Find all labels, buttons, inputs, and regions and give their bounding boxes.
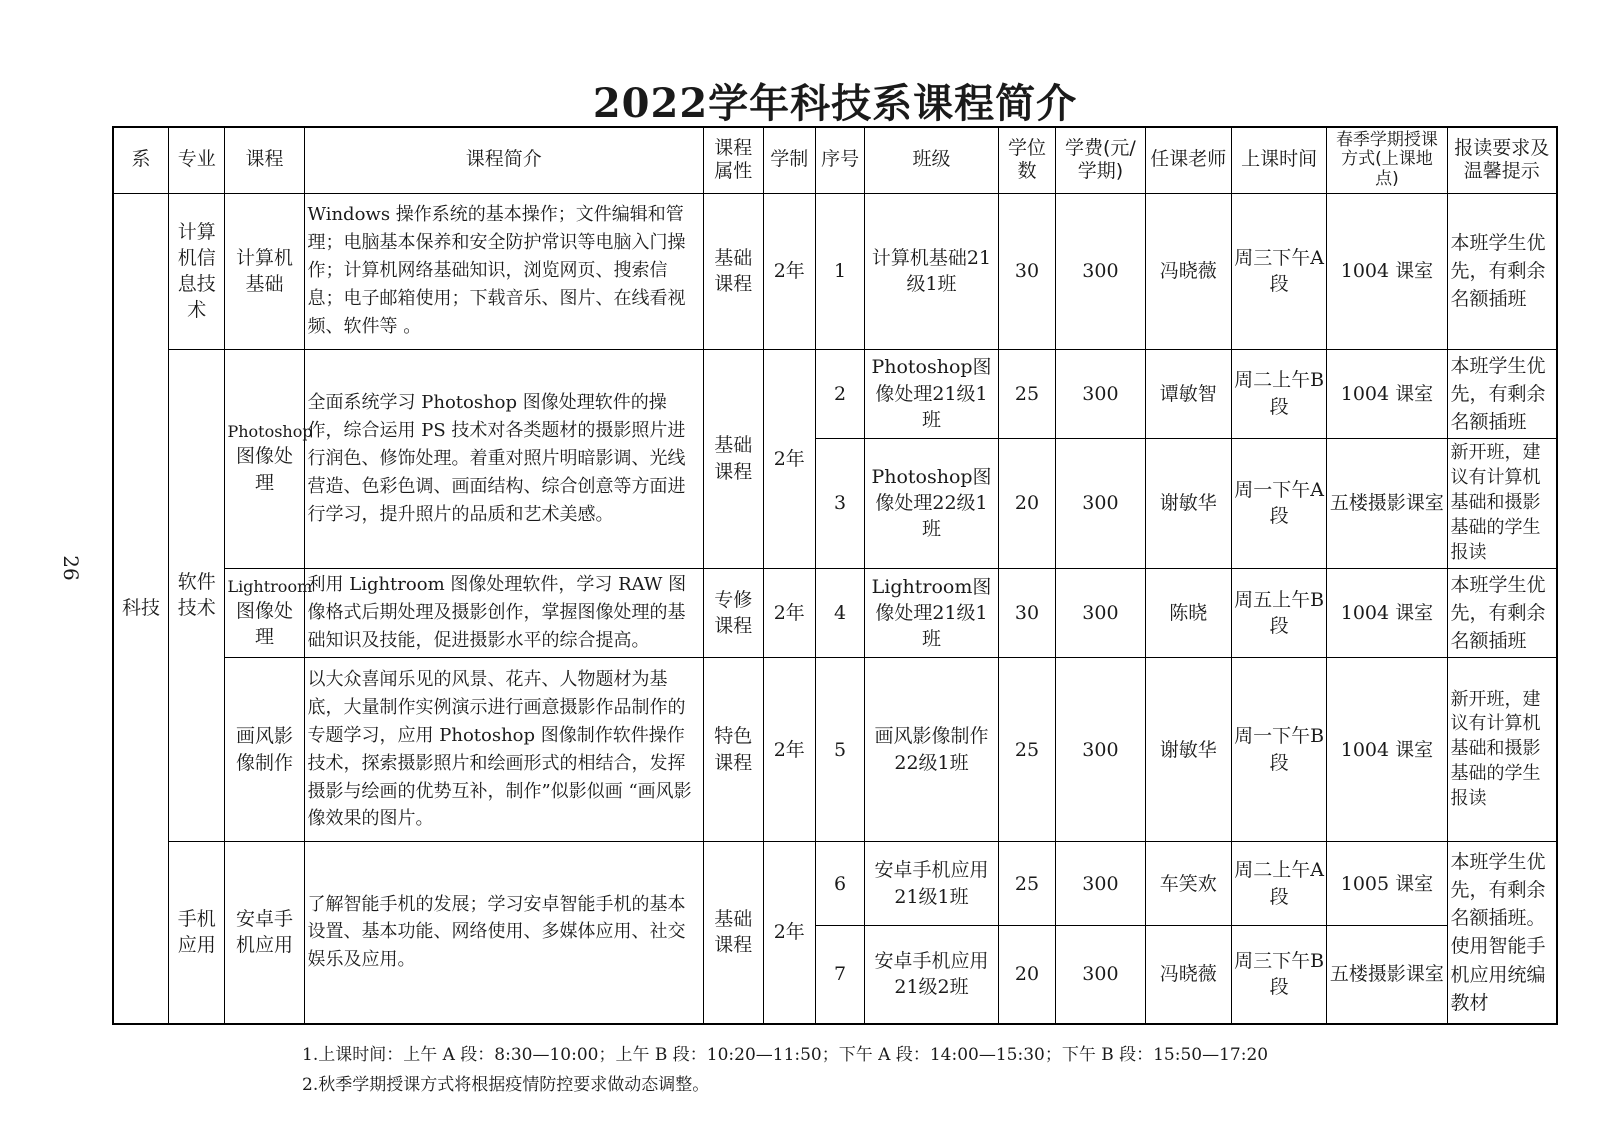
- seats-cell: 20: [998, 926, 1056, 1024]
- course-name-cell: 画风影像制作: [225, 658, 304, 842]
- header-fee: 学费(元/学期): [1056, 127, 1145, 193]
- header-course: 课程: [225, 127, 304, 193]
- time-cell: 周二上午B段: [1231, 349, 1327, 438]
- course-intro-cell: Windows 操作系统的基本操作；文件编辑和管理；电脑基本保养和安全防护常识等电脑入门操作；计算机网络基础知识，浏览网页、搜索信息；电子邮箱使用；下载音乐、图片、在线看视频、软件等 。: [304, 193, 704, 349]
- course-attr-cell: 基础课程: [704, 842, 764, 1024]
- header-seq: 序号: [815, 127, 864, 193]
- course-name-cell: [225, 568, 313, 657]
- class-cell: 安卓手机应用21级1班: [865, 842, 999, 926]
- major-cell: 手机应用: [168, 842, 224, 1024]
- course-attr-cell: 特色课程: [704, 658, 764, 842]
- time-cell: 周一下午B段: [1231, 658, 1327, 842]
- teacher-cell: 谢敏华: [1145, 438, 1231, 568]
- course-intro-cell: 全面系统学习 Photoshop 图像处理软件的操作，综合运用 PS 技术对各类题材的摄影照片进行润色、修饰处理。着重对照片明暗影调、光线营造、色彩色调、画面结构、综合创意等方面进行学习，提升照片的品质和艺术美感。: [304, 349, 704, 568]
- table-row: [113, 193, 1557, 349]
- course-name-en: Photoshop: [227, 422, 313, 442]
- mode-cell: 1004 课室: [1327, 193, 1447, 349]
- seq-cell: 1: [815, 193, 864, 349]
- table-row: [113, 842, 1557, 926]
- course-intro-cell: 以大众喜闻乐见的风景、花卉、人物题材为基底，大量制作实例演示进行画意摄影作品制作的专题学习，应用 Photoshop 图像制作软件操作技术，探索摄影照片和绘画形式的相结合，发挥摄影与绘画的优势互补，制作”似影似画 “画风影像效果的图片。: [304, 658, 704, 842]
- seats-cell: 25: [998, 349, 1056, 438]
- req-cell: 本班学生优先，有剩余名额插班: [1447, 349, 1557, 438]
- mode-cell: 五楼摄影课室: [1327, 926, 1447, 1024]
- header-teacher: 任课老师: [1145, 127, 1231, 193]
- fee-cell: 300: [1056, 193, 1145, 349]
- duration-cell: 2年: [763, 349, 815, 568]
- class-cell: 计算机基础21级1班: [865, 193, 999, 349]
- header-class: 班级: [865, 127, 999, 193]
- header-duration: 学制: [763, 127, 815, 193]
- mode-cell: 五楼摄影课室: [1327, 438, 1447, 568]
- duration-cell: 2年: [763, 568, 815, 657]
- course-attr-cell: 专修课程: [704, 568, 764, 657]
- table-row: [113, 349, 1557, 438]
- time-cell: 周一下午A段: [1231, 438, 1327, 568]
- teacher-cell: 冯晓薇: [1145, 193, 1231, 349]
- time-cell: 周三下午A段: [1231, 193, 1327, 349]
- seq-cell: 5: [815, 658, 864, 842]
- time-cell: 周五上午B段: [1231, 568, 1327, 657]
- course-name-cn: 图像处理: [235, 599, 293, 649]
- class-cell: 画风影像制作22级1班: [865, 658, 999, 842]
- seq-cell: 6: [815, 842, 864, 926]
- page-number: 26: [59, 555, 83, 581]
- teacher-cell: 冯晓薇: [1145, 926, 1231, 1024]
- class-cell: 安卓手机应用21级2班: [865, 926, 999, 1024]
- major-cell: 软件技术: [168, 349, 224, 842]
- dept-cell: 科技: [113, 193, 168, 1024]
- seats-cell: 20: [998, 438, 1056, 568]
- mode-cell: 1004 课室: [1327, 658, 1447, 842]
- seats-cell: 25: [998, 658, 1056, 842]
- fee-cell: 300: [1056, 842, 1145, 926]
- page-title: 2022学年科技系课程简介: [592, 80, 1078, 127]
- req-cell: 本班学生优先，有剩余名额插班: [1447, 568, 1557, 657]
- footnote: 2.秋季学期授课方式将根据疫情防控要求做动态调整。: [302, 1075, 710, 1095]
- teacher-cell: 谭敏智: [1145, 349, 1231, 438]
- class-cell: Lightroom图像处理21级1班: [865, 568, 999, 657]
- seats-cell: 30: [998, 193, 1056, 349]
- req-text: 本班学生优先，有剩余名额插班。: [1450, 851, 1546, 930]
- course-table: [112, 126, 1558, 1025]
- header-dept: 系: [113, 127, 168, 193]
- header-major: 专业: [168, 127, 224, 193]
- major-cell: 计算机信息技术: [168, 193, 224, 349]
- footnotes: [302, 1040, 1268, 1100]
- seq-cell: 2: [815, 349, 864, 438]
- req-text: 使用智能手机应用统编教材: [1450, 935, 1546, 1014]
- duration-cell: 2年: [763, 658, 815, 842]
- req-cell: [1447, 842, 1557, 1024]
- teacher-cell: 谢敏华: [1145, 658, 1231, 842]
- header-seats: 学位数: [998, 127, 1056, 193]
- header-mode: 春季学期授课方式(上课地点): [1327, 127, 1447, 193]
- course-name-cell: 计算机基础: [225, 193, 304, 349]
- course-intro-cell: 了解智能手机的发展；学习安卓智能手机的基本设置、基本功能、网络使用、多媒体应用、社交娱乐及应用。: [304, 842, 704, 1024]
- mode-cell: 1004 课室: [1327, 349, 1447, 438]
- class-cell: Photoshop图像处理21级1班: [865, 349, 999, 438]
- time-cell: 周二上午A段: [1231, 842, 1327, 926]
- header-req: 报读要求及温馨提示: [1447, 127, 1557, 193]
- teacher-cell: 车笑欢: [1145, 842, 1231, 926]
- course-name-cell: [225, 349, 313, 568]
- header-attr: 课程属性: [704, 127, 764, 193]
- footnote: 1.上课时间：上午 A 段：8:30—10:00；上午 B 段：10:20—11:50；下午 A 段：14:00—15:30；下午 B 段：15:50—17:20: [302, 1045, 1269, 1065]
- table-row: [113, 658, 1557, 842]
- seats-cell: 25: [998, 842, 1056, 926]
- header-time: 上课时间: [1231, 127, 1327, 193]
- req-cell: 本班学生优先，有剩余名额插班: [1447, 193, 1557, 349]
- seq-cell: 3: [815, 438, 864, 568]
- header-intro: 课程简介: [304, 127, 704, 193]
- course-attr-cell: 基础课程: [704, 349, 764, 568]
- mode-cell: 1005 课室: [1327, 842, 1447, 926]
- duration-cell: 2年: [763, 193, 815, 349]
- req-cell: 新开班，建议有计算机基础和摄影基础的学生报读: [1447, 438, 1557, 568]
- fee-cell: 300: [1056, 926, 1145, 1024]
- course-name-en: Lightroom: [227, 576, 313, 596]
- table-row: [113, 568, 1557, 657]
- seq-cell: 7: [815, 926, 864, 1024]
- course-name-cn: 图像处理: [235, 445, 293, 494]
- teacher-cell: 陈晓: [1145, 568, 1231, 657]
- fee-cell: 300: [1056, 568, 1145, 657]
- fee-cell: 300: [1056, 438, 1145, 568]
- fee-cell: 300: [1056, 658, 1145, 842]
- course-attr-cell: 基础课程: [704, 193, 764, 349]
- seats-cell: 30: [998, 568, 1056, 657]
- course-name-cell: 安卓手机应用: [225, 842, 304, 1024]
- fee-cell: 300: [1056, 349, 1145, 438]
- time-cell: 周三下午B段: [1231, 926, 1327, 1024]
- course-intro-cell: 利用 Lightroom 图像处理软件，学习 RAW 图像格式后期处理及摄影创作，掌握图像处理的基础知识及技能，促进摄影水平的综合提高。: [304, 568, 704, 657]
- req-cell: 新开班，建议有计算机基础和摄影基础的学生报读: [1447, 658, 1557, 842]
- header-row: [113, 127, 1557, 193]
- duration-cell: 2年: [763, 842, 815, 1024]
- mode-cell: 1004 课室: [1327, 568, 1447, 657]
- seq-cell: 4: [815, 568, 864, 657]
- class-cell: Photoshop图像处理22级1班: [865, 438, 999, 568]
